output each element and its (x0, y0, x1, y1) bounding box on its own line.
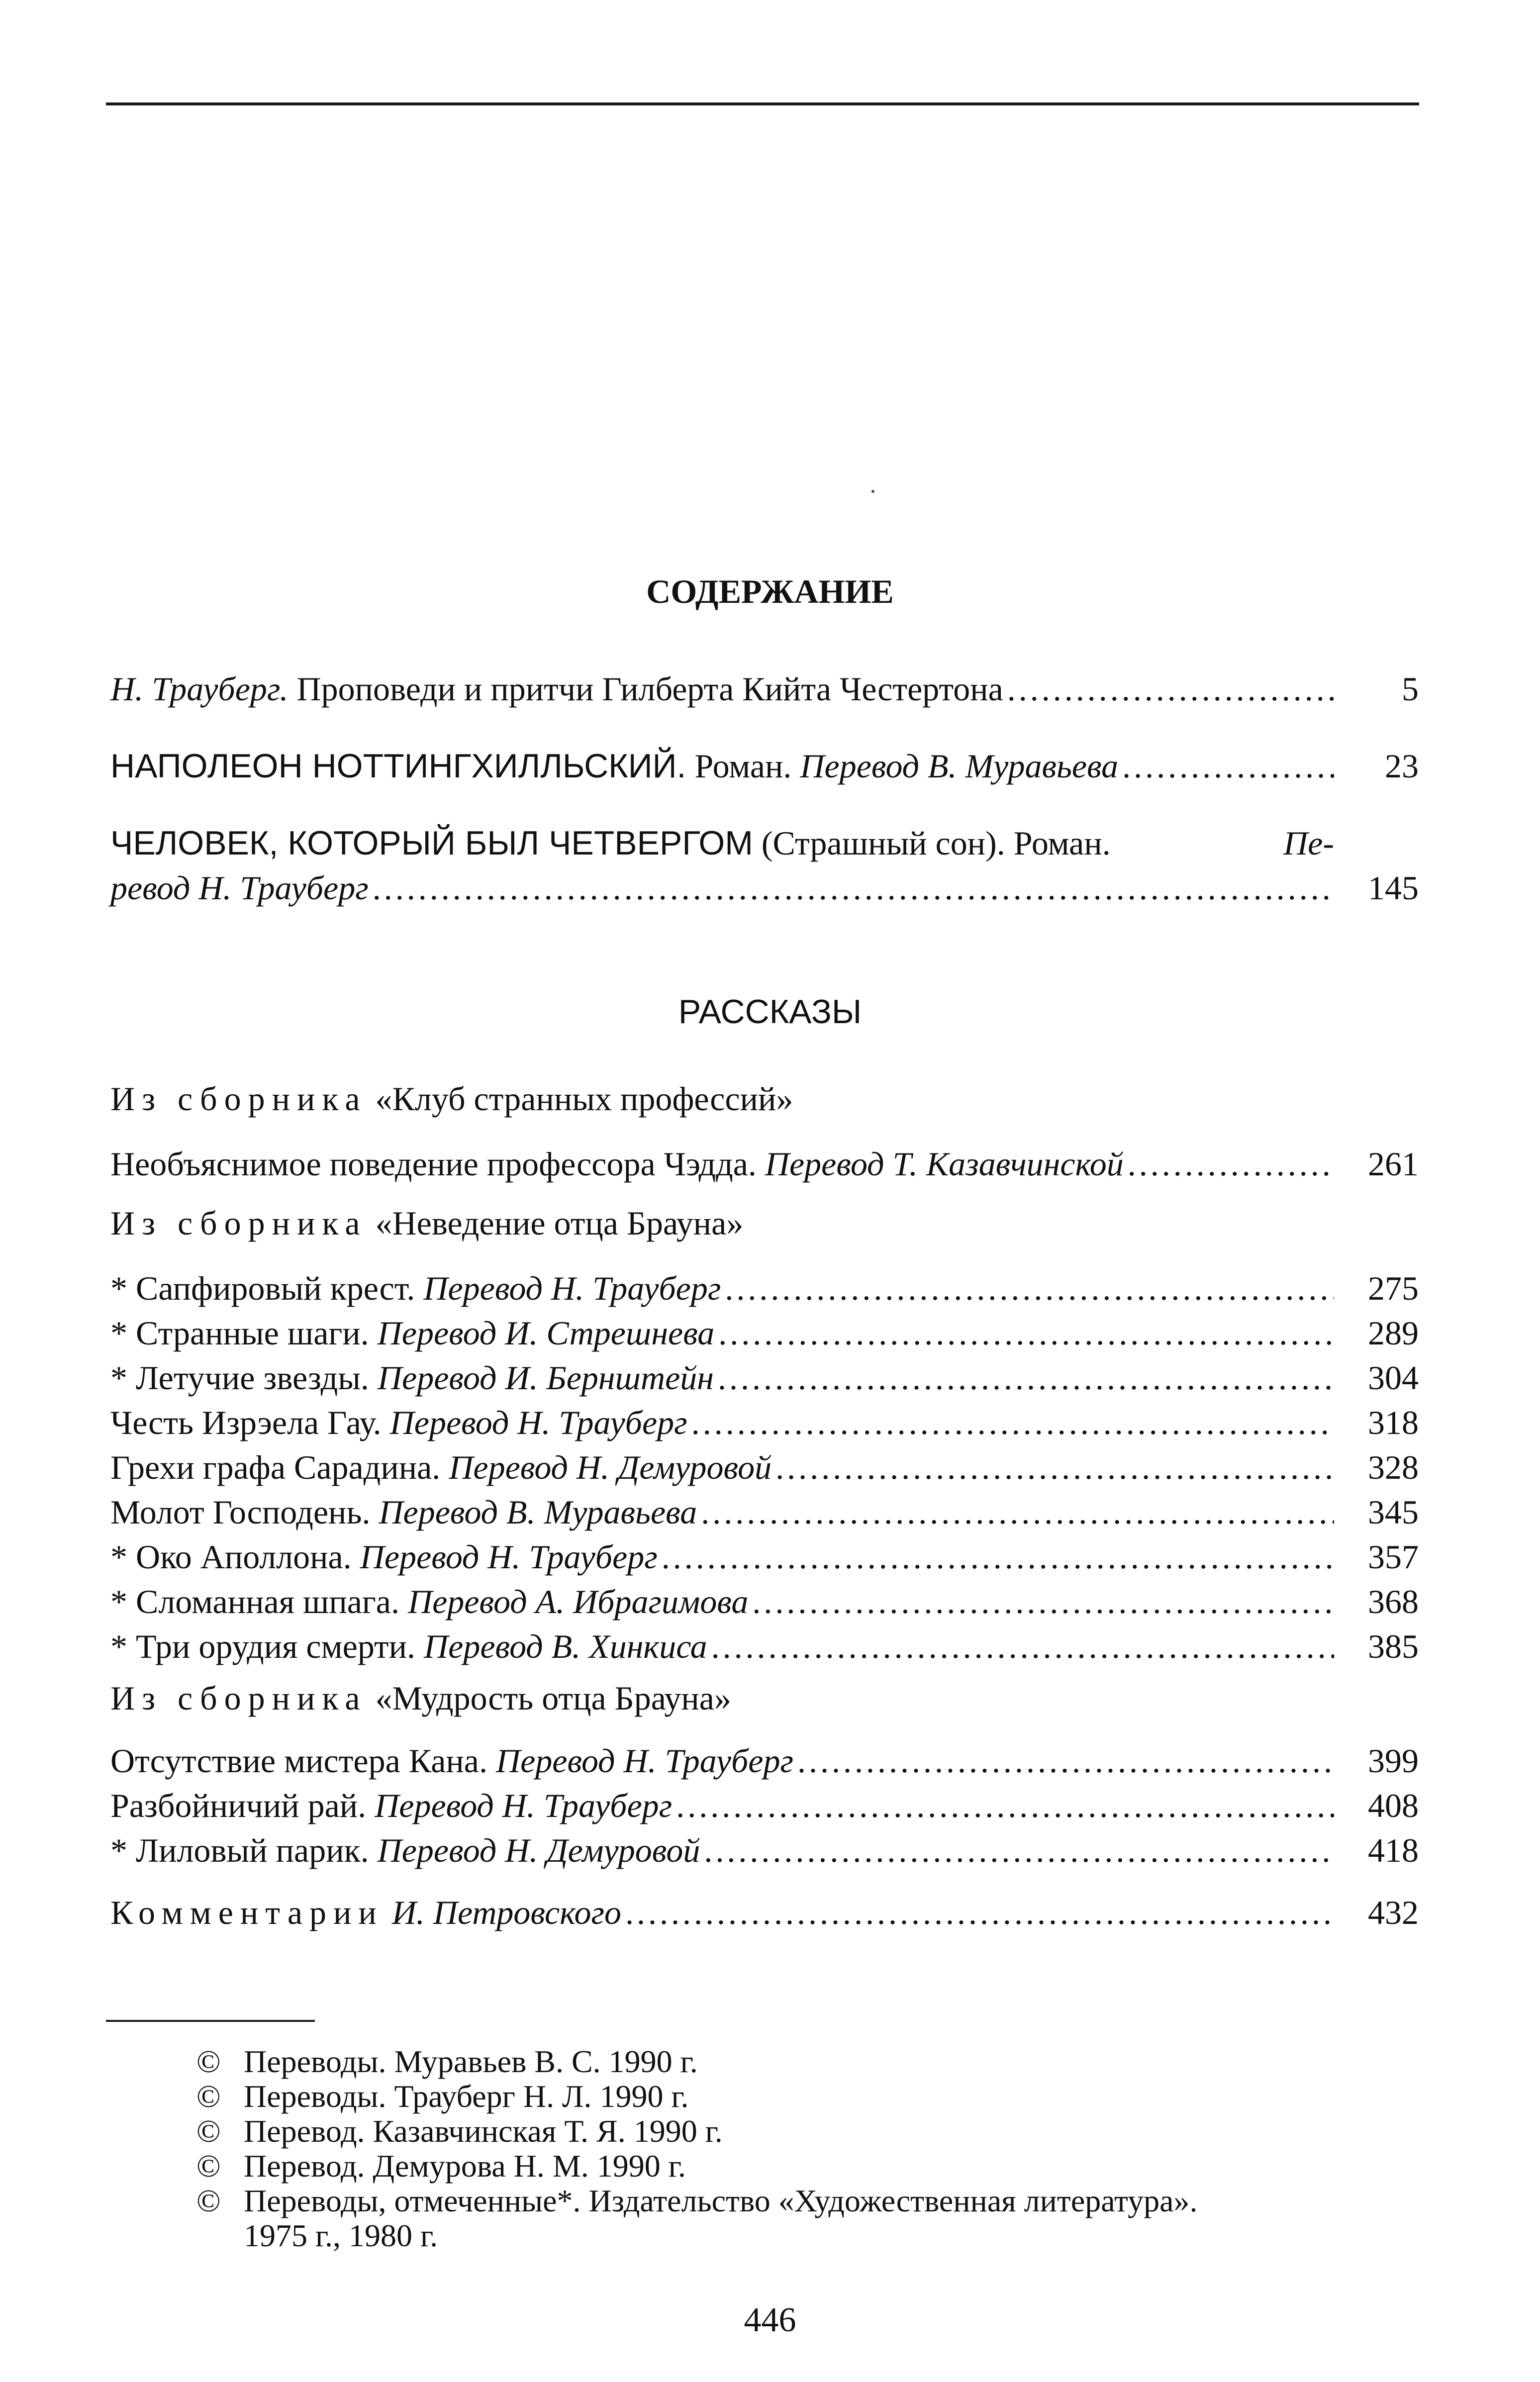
toc-entry-intro[interactable] (110, 667, 1419, 711)
copyright-line (196, 2218, 1420, 2253)
translator-part1: Пе- (1283, 824, 1334, 862)
contents-heading: СОДЕРЖАНИЕ (646, 572, 894, 610)
page-ref: 418 (1368, 1831, 1419, 1869)
copyright-line (196, 2114, 1420, 2149)
story-title: * Странные шаги. (110, 1314, 369, 1352)
page-ref: 432 (1368, 1894, 1419, 1931)
intro-title: Проповеди и притчи Гилберта Кийта Честертона (296, 670, 1003, 708)
toc-entry-story[interactable] (110, 1445, 1419, 1490)
story-title: * Лиловый парик. (110, 1831, 369, 1869)
copyright-line (196, 2079, 1420, 2114)
top-rule (106, 102, 1419, 105)
leader-dots (797, 1738, 1334, 1783)
leader-dots (704, 1828, 1334, 1873)
story-title: Молот Господень. (110, 1493, 371, 1531)
collection-heading (110, 1204, 743, 1243)
page-ref: 385 (1368, 1627, 1419, 1665)
copyright-text: Перевод. Демурова Н. М. 1990 г. (244, 2148, 686, 2184)
translator: Перевод И. Бернштейн (377, 1359, 714, 1397)
leader-dots (1128, 1142, 1334, 1186)
copyright-text: Перевод. Казавчинская Т. Я. 1990 г. (244, 2113, 723, 2149)
toc-entry-story[interactable] (110, 1579, 1419, 1624)
page-ref: 23 (1385, 747, 1419, 785)
copyright-icon: © (196, 2079, 221, 2114)
page-ref: 368 (1368, 1583, 1419, 1620)
toc-entry-story[interactable] (110, 1534, 1419, 1579)
leader-dots (373, 865, 1334, 910)
leader-dots (775, 1445, 1334, 1490)
story-title: Разбойничий рай. (110, 1787, 367, 1824)
intro-author: Н. Трауберг. (110, 670, 289, 708)
toc-entry-story[interactable] (110, 1783, 1419, 1828)
copyright-text: Переводы, отмеченные*. Издательство «Художественная литература». (244, 2183, 1198, 2218)
collection-label: Из сборника (110, 1204, 367, 1242)
leader-dots (718, 1311, 1334, 1355)
page-ref: 408 (1368, 1787, 1419, 1824)
collection-label: Из сборника (110, 1679, 367, 1717)
page-ref: 5 (1402, 670, 1419, 708)
toc-entry-story[interactable] (110, 1142, 1419, 1186)
translator: Перевод Н. Трауберг (495, 1742, 793, 1780)
toc-entry-story[interactable] (110, 1266, 1419, 1311)
translator: Перевод В. Хинкиса (424, 1627, 707, 1665)
leader-dots (1122, 744, 1334, 788)
story-title: * Око Аполлона. (110, 1538, 352, 1576)
page-ref: 304 (1368, 1359, 1419, 1397)
copyright-line (196, 2149, 1420, 2184)
translator: Перевод А. Ибрагимова (408, 1583, 749, 1620)
novel-genre: Роман. (694, 747, 792, 785)
translator: Перевод Т. Казавчинской (765, 1145, 1124, 1183)
page-ref: 399 (1368, 1742, 1419, 1780)
translator: Перевод Н. Демуровой (377, 1831, 700, 1869)
story-title: Отсутствие мистера Кана. (110, 1742, 487, 1780)
copyright-icon: © (196, 2113, 221, 2149)
leader-dots (676, 1783, 1334, 1828)
story-title: * Летучие звезды. (110, 1359, 369, 1397)
translator: Перевод В. Муравьева (379, 1493, 697, 1531)
page-ref: 289 (1368, 1314, 1419, 1352)
toc-entry-story[interactable] (110, 1355, 1419, 1400)
novel-title: НАПОЛЕОН НОТТИНГХИЛЛЬСКИЙ. (110, 747, 686, 785)
page-ref: 328 (1368, 1448, 1419, 1486)
commentary-author: И. Петровского (391, 1894, 621, 1931)
copyright-text: Переводы. Муравьев В. С. 1990 г. (244, 2044, 698, 2079)
translator-part2: ревод Н. Трауберг (110, 869, 369, 907)
collection-heading (110, 1079, 793, 1119)
page-ref: 261 (1368, 1145, 1419, 1183)
translator: Перевод Н. Демуровой (449, 1448, 772, 1486)
translator: Перевод Н. Трауберг (375, 1787, 673, 1824)
footnote-rule (106, 2020, 315, 2022)
story-title: * Сломанная шпага. (110, 1583, 399, 1620)
leader-dots (1007, 667, 1334, 711)
leader-dots (691, 1400, 1334, 1445)
leader-dots (662, 1534, 1334, 1579)
toc-entry-commentary[interactable] (110, 1890, 1419, 1935)
novel-title: ЧЕЛОВЕК, КОТОРЫЙ БЫЛ ЧЕТВЕРГОМ (110, 824, 753, 862)
copyright-line (196, 2044, 1420, 2079)
collection-label: Из сборника (110, 1080, 367, 1118)
translator: Перевод Н. Трауберг (389, 1404, 687, 1441)
toc-entry-story[interactable] (110, 1400, 1419, 1445)
collection-heading (110, 1679, 731, 1718)
story-title: Честь Изрэела Гау. (110, 1404, 382, 1441)
translator: Перевод Н. Трауберг (360, 1538, 658, 1576)
collection-name: «Мудрость отца Брауна» (375, 1679, 731, 1717)
toc-entry-napoleon[interactable] (110, 744, 1419, 788)
leader-dots (725, 1266, 1334, 1311)
toc-entry-story[interactable] (110, 1311, 1419, 1355)
story-title: Необъяснимое поведение профессора Чэдда. (110, 1145, 757, 1183)
page-ref: 275 (1368, 1269, 1419, 1307)
page-ref: 145 (1368, 869, 1419, 907)
page-ref: 345 (1368, 1493, 1419, 1531)
leader-dots (625, 1890, 1334, 1935)
story-list (110, 1266, 1419, 1669)
toc-entry-story[interactable] (110, 1828, 1419, 1873)
copyright-icon: © (196, 2183, 221, 2218)
toc-entry-story[interactable] (110, 1738, 1419, 1783)
commentary-label: Комментарии (110, 1894, 384, 1931)
page-ref: 357 (1368, 1538, 1419, 1576)
copyright-text: Переводы. Трауберг Н. Л. 1990 г. (244, 2079, 689, 2114)
leader-dots (718, 1355, 1334, 1400)
copyright-line (196, 2184, 1420, 2218)
copyright-text: 1975 г., 1980 г. (244, 2218, 438, 2253)
story-title: * Сапфировый крест. (110, 1269, 415, 1307)
story-title: * Три орудия смерти. (110, 1627, 416, 1665)
translator: Перевод Н. Трауберг (423, 1269, 721, 1307)
toc-entry-story[interactable] (110, 1490, 1419, 1534)
story-list (110, 1738, 1419, 1873)
translator: Перевод И. Стрешнева (377, 1314, 715, 1352)
collection-name: «Клуб странных профессий» (375, 1080, 793, 1118)
copyright-icon: © (196, 2044, 221, 2079)
collection-name: «Неведение отца Брауна» (375, 1204, 744, 1242)
leader-dots (701, 1490, 1334, 1534)
story-title: Грехи графа Сарадина. (110, 1448, 441, 1486)
translator: Перевод В. Муравьева (800, 747, 1119, 785)
toc-entry-thursday[interactable] (110, 821, 1419, 910)
toc-entry-story[interactable] (110, 1624, 1419, 1669)
leader-dots (752, 1579, 1334, 1624)
scan-speck (871, 490, 874, 493)
copyright-notices (196, 2044, 1420, 2253)
novel-subtitle: (Страшный сон). Роман. (761, 824, 1111, 862)
page-ref: 318 (1368, 1404, 1419, 1441)
page-number: 446 (744, 2301, 796, 2339)
leader-dots (711, 1624, 1334, 1669)
stories-section-title: РАССКАЗЫ (678, 993, 862, 1031)
copyright-icon: © (196, 2148, 221, 2184)
